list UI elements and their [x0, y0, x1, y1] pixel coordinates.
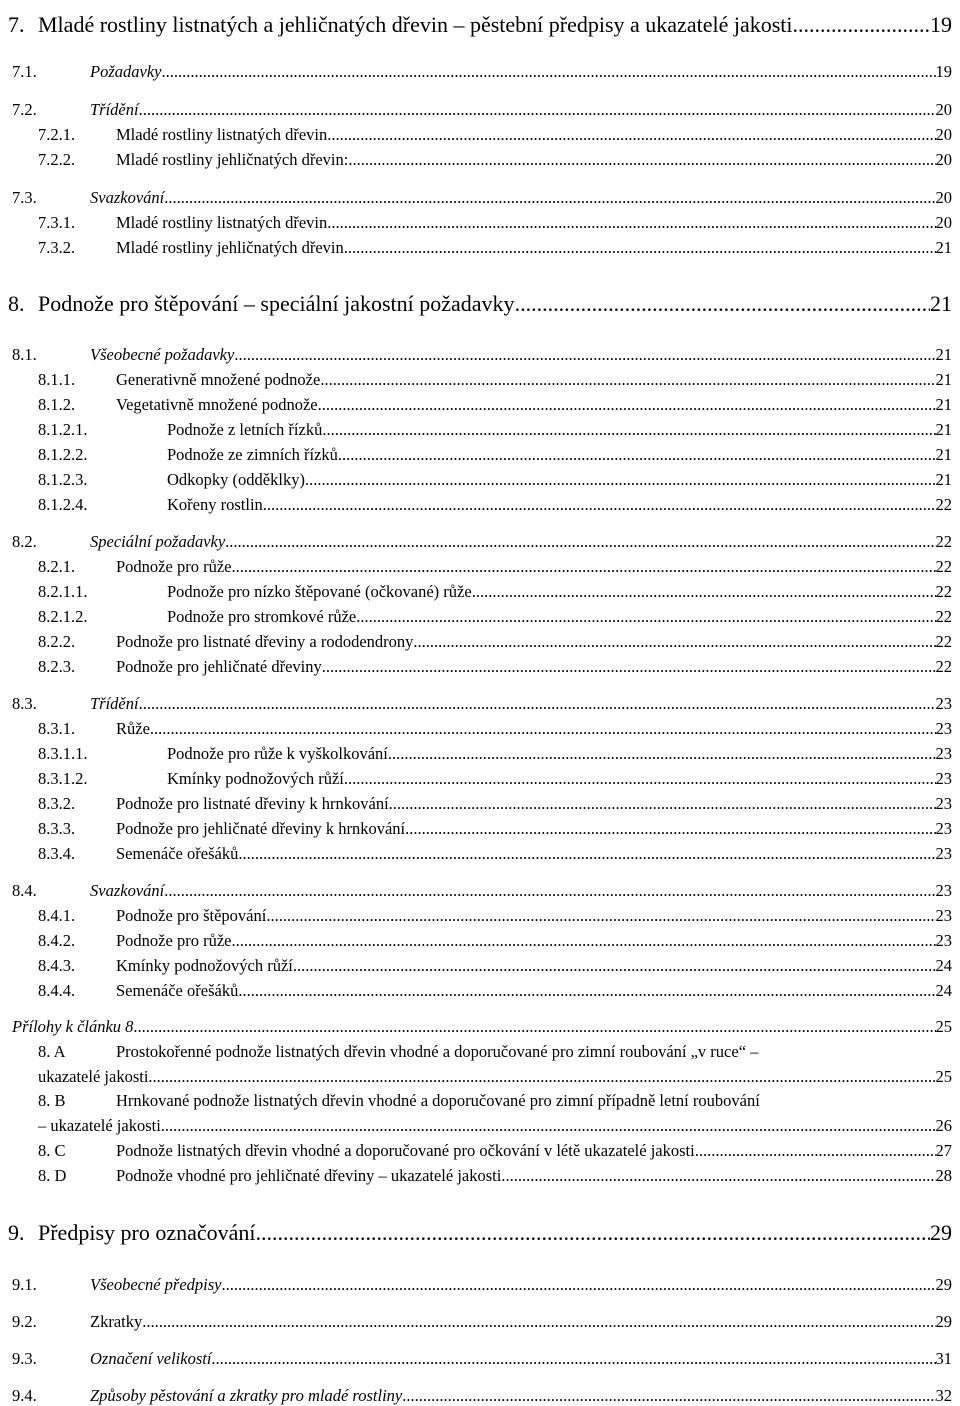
toc-dot-leader	[222, 1275, 936, 1295]
toc-entry-title: Semenáče ořešáků	[116, 981, 239, 1000]
toc-dot-leader	[161, 62, 935, 82]
toc-dot-leader	[413, 632, 935, 652]
toc-entry-title: Podnože pro jehličnaté dřeviny k hrnkování	[116, 819, 406, 838]
toc-entry[interactable]	[0, 1067, 960, 1087]
toc-dot-leader	[139, 694, 936, 714]
toc-entry-number: 8.3.3.	[38, 819, 76, 838]
toc-entry[interactable]	[0, 607, 960, 627]
toc-entry[interactable]	[0, 981, 960, 1001]
toc-dot-leader	[344, 238, 936, 258]
toc-entry-page: 19	[935, 62, 952, 81]
toc-entry-title: Podnože pro listnaté dřeviny k hrnkování	[116, 794, 389, 813]
toc-entry-title: Podnože pro nízko štěpované (očkované) růže	[167, 582, 472, 601]
toc-dot-leader	[238, 844, 935, 864]
toc-entry-number: 7.2.2.	[38, 150, 76, 169]
toc-entry-page: 20	[935, 150, 952, 169]
toc-dot-leader	[389, 794, 936, 814]
toc-entry[interactable]	[0, 370, 960, 390]
toc-entry-title: Svazkování	[90, 188, 165, 207]
toc-entry-number: 8.2.2.	[38, 632, 76, 651]
toc-entry-page: 22	[935, 632, 952, 651]
toc-entry[interactable]	[0, 445, 960, 465]
toc-entry-page: 22	[935, 657, 952, 676]
toc-dot-leader	[164, 881, 935, 901]
toc-entry-page: 23	[935, 744, 952, 763]
toc-entry-number: 8.3.2.	[38, 794, 76, 813]
toc-entry[interactable]	[0, 1349, 960, 1369]
toc-entry-number: 8.2.3.	[38, 657, 76, 676]
toc-entry-title: Semenáče ořešáků	[116, 844, 239, 863]
toc-entry[interactable]	[0, 794, 960, 814]
toc-entry-page: 21	[935, 470, 952, 489]
toc-entry-page: 23	[935, 844, 952, 863]
toc-entry-number: 7.1.	[12, 62, 37, 81]
toc-entry[interactable]	[0, 744, 960, 764]
toc-entry-page: 23	[935, 906, 952, 925]
toc-entry-title: Podnože pro štěpování – speciální jakostní požadavky	[38, 291, 515, 316]
toc-entry-page: 21	[935, 238, 952, 257]
toc-entry-title: Podnože pro růže	[116, 931, 232, 950]
toc-entry-number: 7.3.	[12, 188, 37, 207]
toc-entry-number: 7.3.1.	[38, 213, 76, 232]
toc-dot-leader	[225, 532, 935, 552]
toc-entry-page: 22	[935, 532, 952, 551]
toc-entry-number: 8.4.	[12, 881, 37, 900]
toc-entry-number: 8.1.2.1.	[38, 420, 88, 439]
toc-entry-page: 20	[935, 188, 952, 207]
toc-entry-number: 8. B	[38, 1091, 66, 1110]
toc-entry-page: 21	[935, 370, 952, 389]
toc-entry-number: 8.2.1.1.	[38, 582, 88, 601]
toc-entry-title: Kmínky podnožových růží	[116, 956, 293, 975]
toc-entry-page: 29	[935, 1275, 952, 1294]
toc-entry-page: 27	[935, 1141, 952, 1160]
toc-entry-title: Podnože pro stromkové růže	[167, 607, 357, 626]
toc-entry-page: 23	[935, 694, 952, 713]
toc-dot-leader	[139, 100, 936, 120]
toc-entry[interactable]	[0, 657, 960, 677]
toc-entry-page: 29	[935, 1312, 952, 1331]
toc-entry-title: Generativně množené podnože	[116, 370, 321, 389]
toc-entry-title: Podnože ze zimních řízků	[167, 445, 338, 464]
toc-dot-leader	[472, 582, 936, 602]
toc-entry-title: Vegetativně množené podnože	[116, 395, 318, 414]
toc-entry-title: Růže	[116, 719, 150, 738]
toc-entry[interactable]	[0, 238, 960, 258]
toc-entry-page: 20	[935, 125, 952, 144]
toc-entry[interactable]	[0, 1275, 960, 1295]
toc-entry-number: 8.1.2.	[38, 395, 76, 414]
toc-entry-number: 7.2.	[12, 100, 37, 119]
toc-dot-leader	[344, 769, 936, 789]
toc-entry-page: 22	[935, 582, 952, 601]
toc-entry-title: Podnože vhodné pro jehličnaté dřeviny – ukazatelé jakosti	[116, 1166, 502, 1185]
toc-entry-page: 32	[935, 1386, 952, 1405]
toc-dot-leader	[293, 956, 936, 976]
toc-entry-title: Podnože listnatých dřevin vhodné a doporučované pro očkování v létě ukazatelé jakosti	[116, 1141, 695, 1160]
toc-entry[interactable]	[0, 557, 960, 577]
toc-entry-number: 8. D	[38, 1166, 67, 1185]
toc-entry[interactable]	[0, 1116, 960, 1136]
toc-entry-title: Mladé rostliny listnatých a jehličnatých dřevin – pěstební předpisy a ukazatelé jakosti	[38, 12, 793, 37]
toc-dot-leader	[402, 1386, 935, 1406]
toc-entry[interactable]	[0, 1141, 960, 1161]
toc-entry-number: 8.1.1.	[38, 370, 76, 389]
toc-entry-title: Podnože z letních řízků	[167, 420, 323, 439]
toc-entry-number: 8.	[8, 291, 25, 316]
toc-entry[interactable]	[0, 931, 960, 951]
toc-entry[interactable]	[0, 1091, 960, 1111]
toc-entry[interactable]	[0, 632, 960, 652]
toc-dot-leader	[501, 1166, 935, 1186]
toc-dot-leader	[405, 819, 935, 839]
toc-entry[interactable]	[0, 213, 960, 233]
toc-entry-page: 23	[935, 819, 952, 838]
toc-entry-page: 22	[935, 557, 952, 576]
toc-dot-leader	[322, 657, 936, 677]
toc-entry-number: 7.2.1.	[38, 125, 76, 144]
toc-entry-page: 23	[935, 881, 952, 900]
toc-dot-leader	[161, 1116, 936, 1136]
toc-entry-number: 8.3.1.2.	[38, 769, 88, 788]
toc-entry-number: 8.1.2.2.	[38, 445, 88, 464]
toc-entry[interactable]	[0, 819, 960, 839]
toc-entry-title: Mladé rostliny jehličnatých dřevin	[116, 238, 344, 257]
toc-entry-page: 26	[935, 1116, 952, 1135]
toc-entry-number: 8.4.1.	[38, 906, 76, 925]
toc-entry[interactable]	[0, 1017, 960, 1037]
toc-entry-number: 8.4.4.	[38, 981, 76, 1000]
toc-entry-page: 20	[935, 100, 952, 119]
toc-entry-page: 21	[935, 345, 952, 364]
toc-dot-leader	[234, 345, 935, 365]
toc-entry-page: 25	[935, 1017, 952, 1036]
toc-dot-leader	[231, 931, 935, 951]
toc-entry-title: Hrnkované podnože listnatých dřevin vhodné a doporučované pro zimní případně letní roubování	[116, 1091, 760, 1110]
toc-entry-number: 7.3.2.	[38, 238, 76, 257]
toc-entry[interactable]	[0, 291, 960, 317]
toc-entry[interactable]	[0, 844, 960, 864]
toc-entry[interactable]	[0, 769, 960, 789]
toc-entry[interactable]	[0, 906, 960, 926]
toc-entry[interactable]	[0, 395, 960, 415]
toc-entry-title: – ukazatelé jakosti	[38, 1116, 161, 1135]
toc-entry-title: Odkopky (odděklky)	[167, 470, 305, 489]
toc-entry-title: Přílohy k článku 8	[12, 1017, 134, 1036]
toc-entry-number: 8.4.3.	[38, 956, 76, 975]
toc-entry-page: 20	[935, 213, 952, 232]
toc-entry-title: Požadavky	[90, 62, 162, 81]
toc-dot-leader	[148, 1067, 935, 1087]
toc-entry-title: Označení velikostí	[90, 1349, 212, 1368]
toc-entry-page: 22	[935, 607, 952, 626]
toc-entry[interactable]	[0, 1386, 960, 1406]
toc-dot-leader	[150, 719, 936, 739]
toc-dot-leader	[793, 12, 931, 38]
toc-entry-number: 9.3.	[12, 1349, 37, 1368]
toc-entry-page: 21	[930, 291, 952, 316]
toc-entry-page: 25	[935, 1067, 952, 1086]
toc-dot-leader	[322, 420, 935, 440]
toc-entry-page: 23	[935, 931, 952, 950]
toc-entry-title: Podnože pro růže	[116, 557, 232, 576]
toc-entry-page: 24	[935, 956, 952, 975]
toc-entry-page: 21	[935, 420, 952, 439]
toc-entry-page: 23	[935, 769, 952, 788]
toc-entry-number: 8.2.1.2.	[38, 607, 88, 626]
toc-entry[interactable]	[0, 956, 960, 976]
toc-entry-title: Mladé rostliny jehličnatých dřevin:	[116, 150, 349, 169]
toc-entry-number: 9.2.	[12, 1312, 37, 1331]
toc-entry-title: Třídění	[90, 694, 139, 713]
toc-entry-title: Mladé rostliny listnatých dřevin	[116, 125, 328, 144]
toc-entry-page: 24	[935, 981, 952, 1000]
toc-entry-number: 9.4.	[12, 1386, 37, 1405]
toc-entry-number: 8.1.	[12, 345, 37, 364]
toc-entry-title: Podnože pro růže k vyškolkování	[167, 744, 388, 763]
toc-entry-number: 8.1.2.3.	[38, 470, 88, 489]
toc-dot-leader	[133, 1017, 935, 1037]
toc-entry[interactable]	[0, 532, 960, 552]
toc-entry[interactable]	[0, 1042, 960, 1062]
toc-dot-leader	[338, 445, 936, 465]
toc-entry-title: Všeobecné předpisy	[90, 1275, 222, 1294]
toc-entry-number: 9.	[8, 1220, 25, 1245]
toc-entry-title: Speciální požadavky	[90, 532, 226, 551]
toc-entry[interactable]	[0, 1312, 960, 1332]
toc-entry-title: Třídění	[90, 100, 139, 119]
toc-entry-title: Podnože pro štěpování	[116, 906, 267, 925]
toc-entry-title: Všeobecné požadavky	[90, 345, 235, 364]
toc-dot-leader	[238, 981, 935, 1001]
toc-dot-leader	[327, 213, 935, 233]
toc-dot-leader	[327, 125, 935, 145]
toc-entry-page: 19	[930, 12, 952, 37]
toc-entry-page: 23	[935, 794, 952, 813]
toc-entry[interactable]	[0, 694, 960, 714]
toc-entry[interactable]	[0, 582, 960, 602]
toc-entry-title: Zkratky	[90, 1312, 143, 1331]
toc-entry-number: 8.1.2.4.	[38, 495, 88, 514]
toc-entry-page: 21	[935, 445, 952, 464]
toc-entry-title: Kmínky podnožových růží	[167, 769, 344, 788]
toc-dot-leader	[695, 1141, 936, 1161]
toc-dot-leader	[231, 557, 935, 577]
toc-entry[interactable]	[0, 719, 960, 739]
toc-dot-leader	[348, 150, 935, 170]
toc-dot-leader	[318, 395, 936, 415]
toc-dot-leader	[164, 188, 935, 208]
toc-dot-leader	[263, 495, 936, 515]
toc-dot-leader	[515, 291, 930, 317]
toc-entry-title: Předpisy pro označování	[38, 1220, 256, 1245]
toc-entry-page: 29	[930, 1220, 952, 1245]
toc-dot-leader	[305, 470, 936, 490]
toc-entry-page: 28	[935, 1166, 952, 1185]
toc-entry-page: 21	[935, 395, 952, 414]
toc-entry-number: 8.3.1.	[38, 719, 76, 738]
toc-entry-page: 31	[935, 1349, 952, 1368]
toc-entry-number: 7.	[8, 12, 25, 37]
toc-dot-leader	[356, 607, 935, 627]
toc-entry[interactable]	[0, 1220, 960, 1246]
toc-dot-leader	[266, 906, 935, 926]
toc-entry-page: 23	[935, 719, 952, 738]
toc-entry-title: Svazkování	[90, 881, 165, 900]
toc-entry-number: 8.2.1.	[38, 557, 76, 576]
toc-dot-leader	[320, 370, 935, 390]
toc-entry-number: 8.3.	[12, 694, 37, 713]
toc-entry[interactable]	[0, 345, 960, 365]
toc-entry-number: 8. C	[38, 1141, 66, 1160]
toc-dot-leader	[388, 744, 936, 764]
toc-dot-leader	[256, 1220, 931, 1246]
toc-entry-number: 8.4.2.	[38, 931, 76, 950]
toc-entry[interactable]	[0, 62, 960, 82]
toc-entry-title: Kořeny rostlin	[167, 495, 263, 514]
toc-entry[interactable]	[0, 150, 960, 170]
toc-entry[interactable]	[0, 1166, 960, 1186]
toc-dot-leader	[211, 1349, 935, 1369]
toc-entry-title: ukazatelé jakosti	[38, 1067, 149, 1086]
toc-dot-leader	[142, 1312, 935, 1332]
toc-entry-number: 8.2.	[12, 532, 37, 551]
toc-entry[interactable]	[0, 125, 960, 145]
toc-entry[interactable]	[0, 495, 960, 515]
toc-entry[interactable]	[0, 420, 960, 440]
toc-entry-number: 9.1.	[12, 1275, 37, 1294]
toc-entry-page: 22	[935, 495, 952, 514]
toc-entry-title: Prostokořenné podnože listnatých dřevin vhodné a doporučované pro zimní roubování „v ruce“ –	[116, 1042, 759, 1061]
toc-entry-title: Podnože pro jehličnaté dřeviny	[116, 657, 322, 676]
toc-entry-title: Podnože pro listnaté dřeviny a rododendrony	[116, 632, 414, 651]
toc-entry-number: 8.3.4.	[38, 844, 76, 863]
toc-entry[interactable]	[0, 470, 960, 490]
toc-entry[interactable]	[0, 100, 960, 120]
toc-entry-title: Mladé rostliny listnatých dřevin	[116, 213, 328, 232]
toc-entry-number: 8.3.1.1.	[38, 744, 88, 763]
toc-entry-title: Způsoby pěstování a zkratky pro mladé rostliny	[90, 1386, 403, 1405]
toc-entry-number: 8. A	[38, 1042, 66, 1061]
toc-entry[interactable]	[0, 12, 960, 38]
toc-entry[interactable]	[0, 881, 960, 901]
toc-entry[interactable]	[0, 188, 960, 208]
